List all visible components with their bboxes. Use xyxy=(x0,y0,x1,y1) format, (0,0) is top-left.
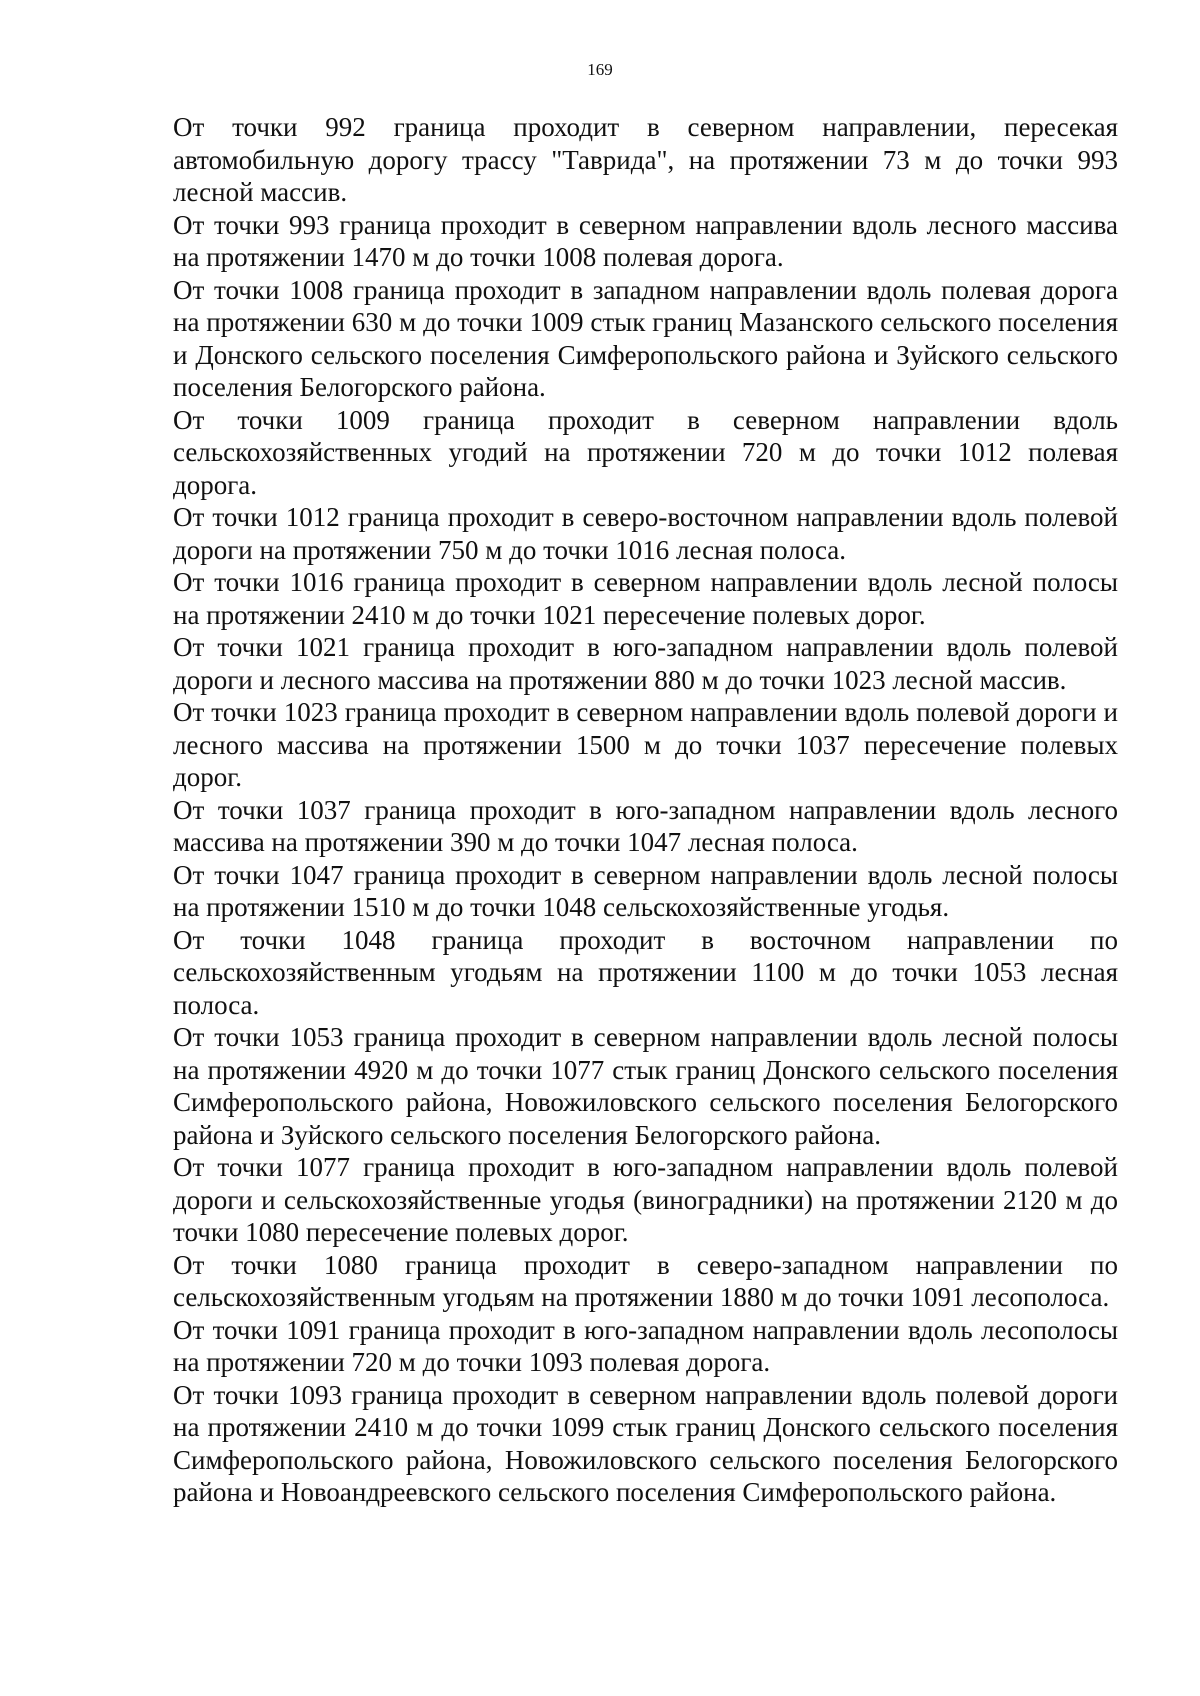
page-number: 169 xyxy=(587,60,613,79)
paragraph: От точки 1037 граница проходит в юго-западном направлении вдоль лесного массива на протяжении 390 м до точки 1047 лесная полоса. xyxy=(173,794,1118,857)
paragraph: От точки 993 граница проходит в северном направлении вдоль лесного массива на протяжении 1470 м до точки 1008 полевая дорога. xyxy=(173,209,1118,272)
paragraph: От точки 1091 граница проходит в юго-западном направлении вдоль лесополосы на протяжении 720 м до точки 1093 полевая дорога. xyxy=(173,1314,1118,1377)
paragraph: От точки 1023 граница проходит в северном направлении вдоль полевой дороги и лесного массива на протяжении 1500 м до точки 1037 пересечение полевых дорог. xyxy=(173,697,1118,792)
paragraph: От точки 1009 граница проходит в северном направлении вдоль сельскохозяйственных угодий на протяжении 720 м до точки 1012 полевая дорога. xyxy=(173,404,1118,500)
paragraph: От точки 1093 граница проходит в северном направлении вдоль полевой дороги на протяжении 2410 м до точки 1099 стык границ Донского сельского поселения Симферопольского района, Новожиловского сельского поселения Белогорского района и Новоандреевского сельского поселения Симферопольского района. xyxy=(173,1379,1118,1507)
paragraph: От точки 1053 граница проходит в северном направлении вдоль лесной полосы на протяжении 4920 м до точки 1077 стык границ Донского сельского поселения Симферопольского района, Новожиловского сельского поселения Белогорского района и Зуйского сельского поселения Белогорского района. xyxy=(173,1022,1118,1150)
paragraph: От точки 1016 граница проходит в северном направлении вдоль лесной полосы на протяжении 2410 м до точки 1021 пересечение полевых дорог. xyxy=(173,567,1118,630)
paragraph: От точки 1080 граница проходит в северо-западном направлении по сельскохозяйственным угодьям на протяжении 1880 м до точки 1091 лесополоса. xyxy=(173,1249,1118,1312)
paragraph: От точки 1012 граница проходит в северо-восточном направлении вдоль полевой дороги на протяжении 750 м до точки 1016 лесная полоса. xyxy=(173,502,1118,565)
paragraph: От точки 1048 граница проходит в восточном направлении по сельскохозяйственным угодьям на протяжении 1100 м до точки 1053 лесная полоса. xyxy=(173,924,1118,1020)
paragraph: От точки 1077 граница проходит в юго-западном направлении вдоль полевой дороги и сельскохозяйственные угодья (виноградники) на протяжении 2120 м до точки 1080 пересечение полевых дорог. xyxy=(173,1152,1118,1247)
paragraph: От точки 1047 граница проходит в северном направлении вдоль лесной полосы на протяжении 1510 м до точки 1048 сельскохозяйственные угодья. xyxy=(173,859,1118,922)
paragraph: От точки 1008 граница проходит в западном направлении вдоль полевая дорога на протяжении 630 м до точки 1009 стык границ Мазанского сельского поселения и Донского сельского поселения Симферопольского района и Зуйского сельского поселения Белогорского района. xyxy=(173,274,1118,402)
document-body xyxy=(173,111,1118,1509)
paragraph: От точки 992 граница проходит в северном направлении, пересекая автомобильную дорогу трассу "Таврида", на протяжении 73 м до точки 993 лесной массив. xyxy=(173,112,1118,207)
paragraph: От точки 1021 граница проходит в юго-западном направлении вдоль полевой дороги и лесного массива на протяжении 880 м до точки 1023 лесной массив. xyxy=(173,632,1118,695)
